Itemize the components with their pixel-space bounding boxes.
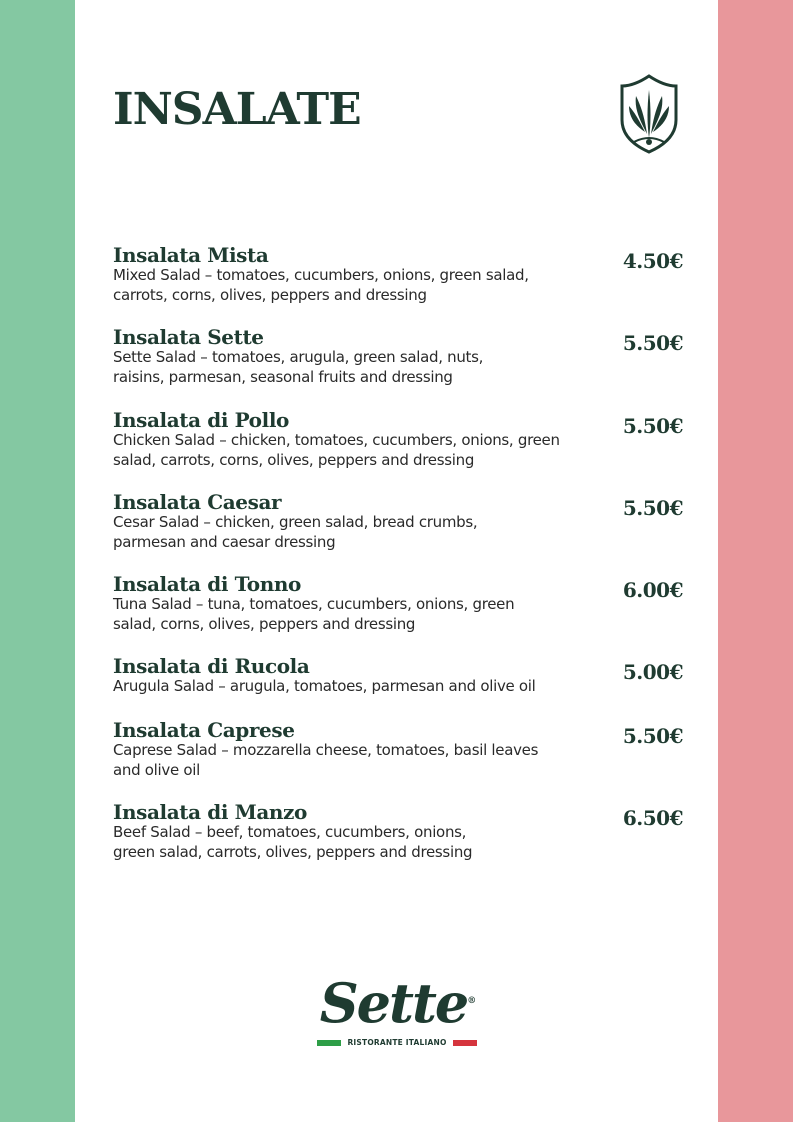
registered-mark: ® xyxy=(467,996,475,1006)
item-description xyxy=(113,822,583,862)
item-name: Insalata di Pollo xyxy=(113,408,289,432)
flag-stripe-green xyxy=(317,1040,341,1046)
item-desc-line: carrots, corns, olives, peppers and dressing xyxy=(113,286,427,304)
item-desc-line: Tuna Salad – tuna, tomatoes, cucumbers, onions, green xyxy=(113,595,515,613)
menu-item xyxy=(113,408,683,470)
menu-item xyxy=(113,800,683,862)
menu-item xyxy=(113,490,683,552)
item-price: 5.50€ xyxy=(622,724,683,748)
item-price: 4.50€ xyxy=(622,249,683,273)
menu-item xyxy=(113,654,683,696)
logo-wordmark xyxy=(314,966,480,1038)
item-description xyxy=(113,347,583,387)
logo-tagline-row xyxy=(317,1038,477,1048)
right-color-band xyxy=(718,0,793,1122)
item-desc-line: salad, corns, olives, peppers and dressing xyxy=(113,615,416,633)
menu-item xyxy=(113,572,683,634)
item-desc-line: Sette Salad – tomatoes, arugula, green salad, nuts, xyxy=(113,348,484,366)
item-price: 5.50€ xyxy=(622,496,683,520)
menu-item xyxy=(113,718,683,780)
item-name: Insalata Sette xyxy=(113,325,264,349)
item-desc-line: parmesan and caesar dressing xyxy=(113,533,336,551)
item-desc-line: salad, carrots, corns, olives, peppers and dressing xyxy=(113,451,475,469)
menu-item xyxy=(113,243,683,305)
item-desc-line: Cesar Salad – chicken, green salad, bread crumbs, xyxy=(113,513,478,531)
flag-stripe-red xyxy=(453,1040,477,1046)
item-description xyxy=(113,512,583,552)
page-title: INSALATE xyxy=(113,84,361,135)
item-desc-line: Beef Salad – beef, tomatoes, cucumbers, onions, xyxy=(113,823,467,841)
item-name: Insalata Caprese xyxy=(113,718,295,742)
menu-item xyxy=(113,325,683,387)
item-name: Insalata Caesar xyxy=(113,490,282,514)
item-description xyxy=(113,594,583,634)
item-name: Insalata di Tonno xyxy=(113,572,301,596)
item-desc-line: Arugula Salad – arugula, tomatoes, parmesan and olive oil xyxy=(113,677,536,695)
item-name: Insalata di Rucola xyxy=(113,654,310,678)
item-price: 5.50€ xyxy=(622,331,683,355)
item-desc-line: Chicken Salad – chicken, tomatoes, cucumbers, onions, green xyxy=(113,431,560,449)
item-price: 6.50€ xyxy=(622,806,683,830)
item-desc-line: raisins, parmesan, seasonal fruits and dressing xyxy=(113,368,453,386)
item-price: 5.00€ xyxy=(622,660,683,684)
item-price: 5.50€ xyxy=(622,414,683,438)
item-description xyxy=(113,430,583,470)
sette-logo xyxy=(314,966,480,1050)
item-desc-line: Mixed Salad – tomatoes, cucumbers, onions, green salad, xyxy=(113,266,529,284)
item-price: 6.00€ xyxy=(622,578,683,602)
logo-word-text: Sette xyxy=(319,971,468,1035)
item-description xyxy=(113,265,583,305)
item-description xyxy=(113,740,583,780)
item-desc-line: and olive oil xyxy=(113,761,200,779)
item-name: Insalata Mista xyxy=(113,243,269,267)
item-name: Insalata di Manzo xyxy=(113,800,307,824)
left-color-band xyxy=(0,0,75,1122)
logo-tagline: RISTORANTE ITALIANO xyxy=(347,1038,447,1047)
item-description xyxy=(113,676,583,696)
item-desc-line: Caprese Salad – mozzarella cheese, tomatoes, basil leaves xyxy=(113,741,539,759)
palmette-emblem-icon xyxy=(614,72,684,154)
item-desc-line: green salad, carrots, olives, peppers and dressing xyxy=(113,843,473,861)
